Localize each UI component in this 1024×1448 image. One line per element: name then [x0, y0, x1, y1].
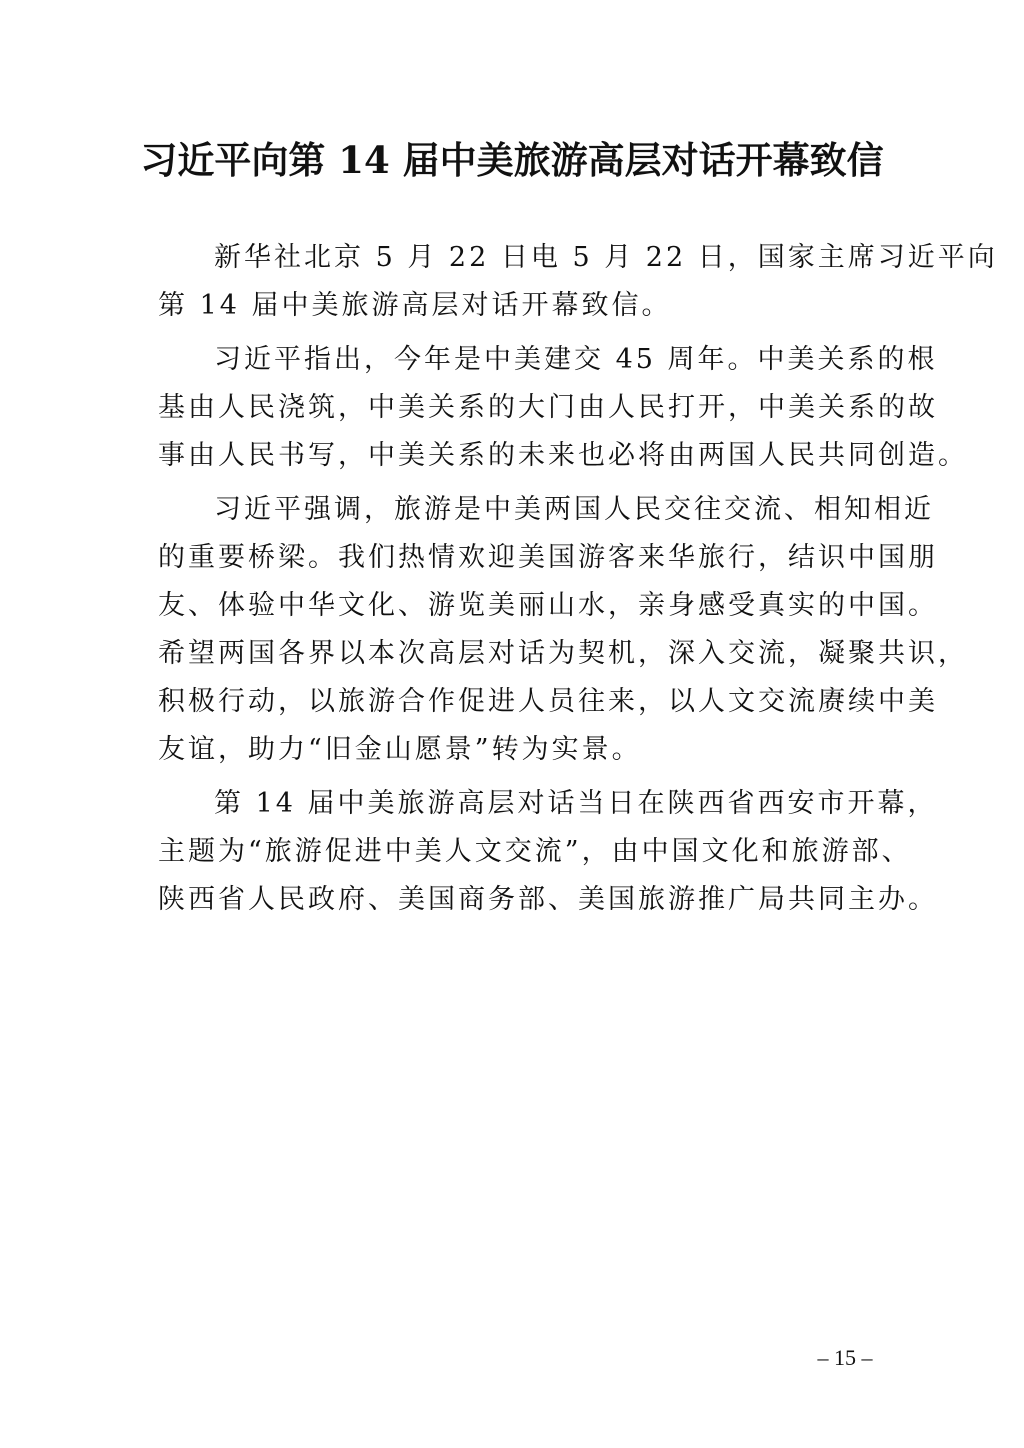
paragraph-1: [158, 234, 998, 330]
paragraph-line: 新华社北京 5 月 22 日电 5 月 22 日，国家主席习近平向: [214, 242, 998, 273]
paragraph-line: 陕西省人民政府、美国商务部、美国旅游推广局共同主办。: [158, 884, 938, 915]
paragraph-line: 友谊，助力“旧金山愿景”转为实景。: [158, 734, 642, 765]
paragraph-line: 习近平强调，旅游是中美两国人民交往交流、相知相近: [214, 494, 934, 525]
paragraph-line: 希望两国各界以本次高层对话为契机，深入交流，凝聚共识，: [158, 638, 968, 669]
paragraph-line: 友、体验中华文化、游览美丽山水，亲身感受真实的中国。: [158, 590, 938, 621]
paragraph-line: 习近平指出，今年是中美建交 45 周年。中美关系的根: [214, 344, 938, 375]
paragraph-line: 积极行动，以旅游合作促进人员往来，以人文交流赓续中美: [158, 686, 938, 717]
paragraph-4: [158, 780, 938, 924]
page-number: – 15 –: [817, 1345, 873, 1370]
paragraph-line: 第 14 届中美旅游高层对话当日在陕西省西安市开幕，: [214, 788, 938, 819]
paragraph-2: [158, 336, 968, 480]
paragraph-3: [158, 486, 968, 774]
paragraph-line: 事由人民书写，中美关系的未来也必将由两国人民共同创造。: [158, 440, 968, 471]
paragraph-line: 第 14 届中美旅游高层对话开幕致信。: [158, 290, 672, 321]
paragraph-line: 主题为“旅游促进中美人文交流”，由中国文化和旅游部、: [158, 836, 912, 867]
document-title: 习近平向第 14 届中美旅游高层对话开幕致信: [140, 138, 884, 182]
paragraph-line: 基由人民浇筑，中美关系的大门由人民打开，中美关系的故: [158, 392, 938, 423]
document-body: [158, 234, 998, 930]
paragraph-line: 的重要桥梁。我们热情欢迎美国游客来华旅行，结识中国朋: [158, 542, 938, 573]
